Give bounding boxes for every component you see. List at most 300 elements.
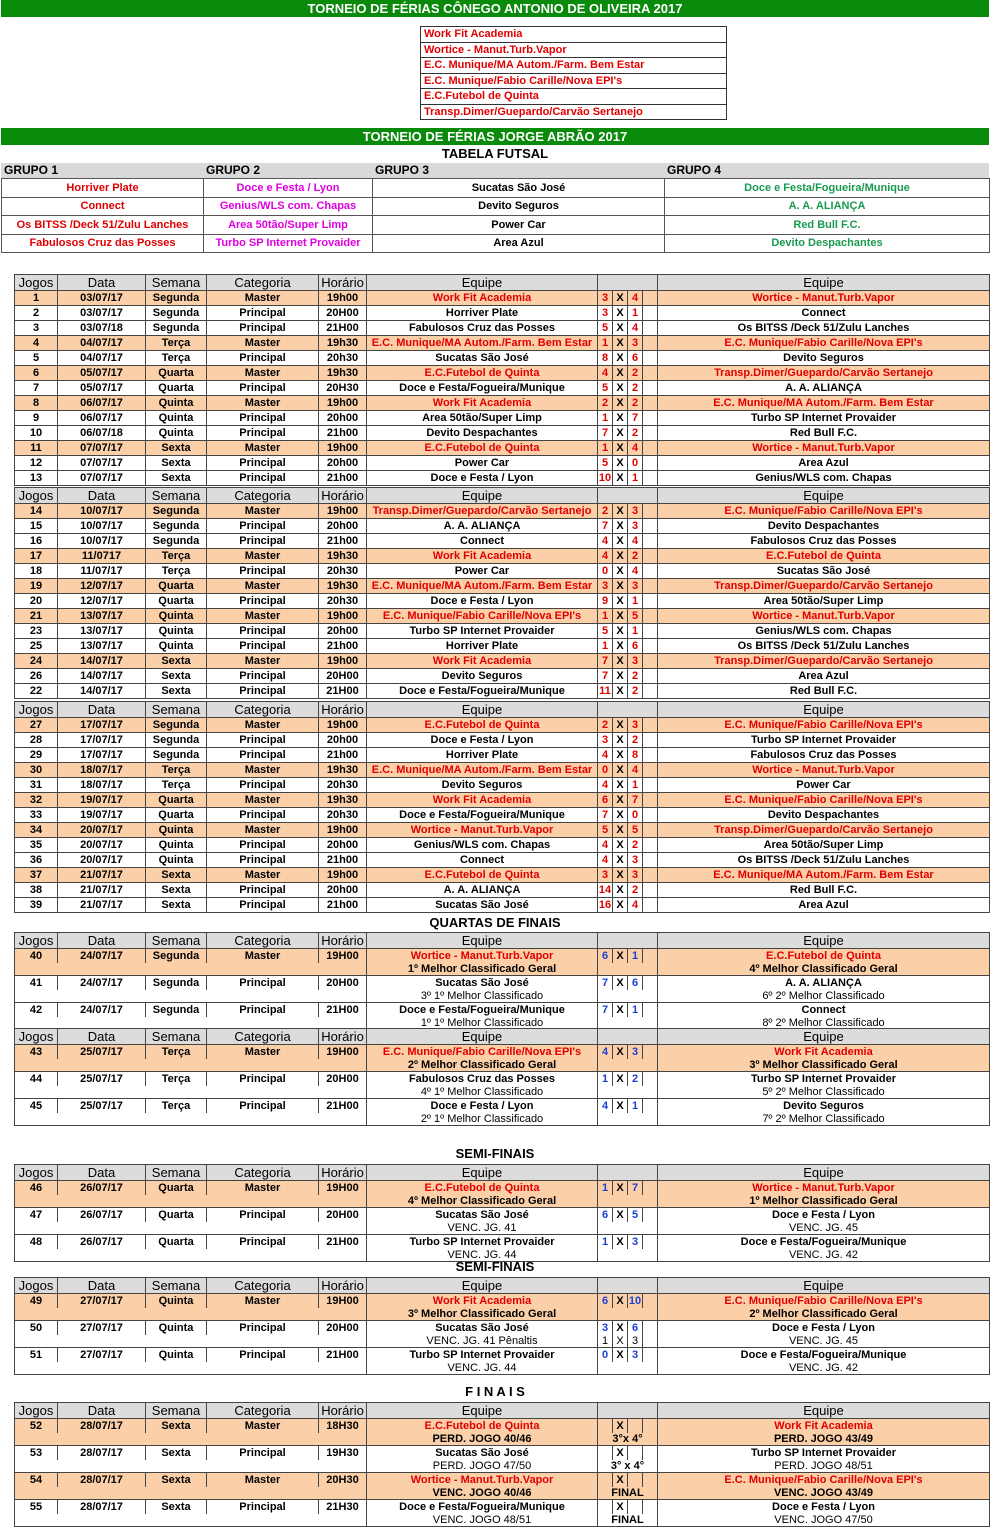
home-team: Work Fit Academia xyxy=(367,1294,598,1309)
game-time: 19h30 xyxy=(319,579,367,594)
game-weekday: Terça xyxy=(146,549,207,564)
subrow-blank xyxy=(15,1195,367,1208)
game-category: Principal xyxy=(207,426,319,441)
header-cell: Semana xyxy=(146,1278,207,1294)
game-date: 11/0717 xyxy=(58,549,146,564)
game-date: 20/07/17 xyxy=(58,853,146,868)
header-cell xyxy=(598,702,658,718)
game-weekday: Sexta xyxy=(146,669,207,684)
home-team: E.C.Futebol de Quinta xyxy=(367,718,598,733)
header-cell: Data xyxy=(58,488,146,504)
header-cell: Horário xyxy=(319,933,367,949)
home-score: 16 xyxy=(598,899,612,911)
game-weekday: Quinta xyxy=(146,624,207,639)
spacer-cell xyxy=(643,1446,658,1461)
game-weekday: Sexta xyxy=(146,684,207,699)
spacer-cell xyxy=(643,426,658,441)
groups-header xyxy=(1,163,989,178)
game-row xyxy=(15,838,990,853)
home-note: PERD. JOGO 40/46 xyxy=(367,1433,598,1446)
spacer-cell xyxy=(643,579,658,594)
game-number: 49 xyxy=(15,1294,58,1309)
spacer-cell xyxy=(643,838,658,853)
table-header-row xyxy=(15,933,990,949)
game-weekday: Quarta xyxy=(146,594,207,609)
away-team: E.C.Futebol de Quinta xyxy=(658,949,990,964)
subrow-blank xyxy=(15,1222,367,1235)
header-cell: Categoria xyxy=(207,1165,319,1181)
quartas-title: QUARTAS DE FINAIS xyxy=(429,915,561,930)
home-note: VENC. JOGO 40/46 xyxy=(367,1487,598,1500)
game-number: 9 xyxy=(15,411,58,426)
header-cell: Categoria xyxy=(207,275,319,291)
game-number: 52 xyxy=(15,1419,58,1434)
game-category: Master xyxy=(207,949,319,964)
away-score: 4 xyxy=(628,763,643,778)
away-score: 7 xyxy=(628,793,643,808)
header-cell: Jogos xyxy=(15,1165,58,1181)
game-date: 27/07/17 xyxy=(58,1348,146,1363)
game-row xyxy=(15,351,990,366)
game-row xyxy=(15,366,990,381)
versus-x: X xyxy=(613,778,628,793)
game-number: 22 xyxy=(15,684,58,699)
group-team: Fabulosos Cruz das Posses xyxy=(2,234,204,253)
game-weekday: Quarta xyxy=(146,1181,207,1196)
game-category: Principal xyxy=(207,564,319,579)
table-header-row xyxy=(15,275,990,291)
home-score: 1 xyxy=(598,441,613,456)
game-row xyxy=(15,456,990,471)
game-category: Principal xyxy=(207,411,319,426)
away-score: 4 xyxy=(628,291,643,306)
game-category: Master xyxy=(207,868,319,883)
versus-x: X xyxy=(613,321,628,336)
group-team: Genius/WLS com. Chapas xyxy=(204,197,373,216)
away-score: 7 xyxy=(628,1181,643,1196)
game-number: 39 xyxy=(15,898,58,913)
away-score: 2 xyxy=(628,1072,643,1087)
versus-x: X xyxy=(613,669,628,684)
home-score: 5 xyxy=(598,624,613,639)
spacer-cell xyxy=(643,321,658,336)
spacer-cell xyxy=(643,1208,658,1223)
versus-x: X xyxy=(613,609,628,624)
game-number: 54 xyxy=(15,1473,58,1488)
game-number: 46 xyxy=(15,1181,58,1196)
table-header-row xyxy=(15,1403,990,1419)
home-team: Sucatas São José xyxy=(367,1446,598,1461)
home-score: 1 xyxy=(598,1072,613,1087)
center-note: FINAL xyxy=(598,1487,658,1500)
versus-x: X xyxy=(613,1208,628,1223)
spacer-cell xyxy=(643,564,658,579)
game-weekday: Sexta xyxy=(146,441,207,456)
home-score: 2 xyxy=(598,504,613,519)
game-weekday: Segunda xyxy=(146,519,207,534)
spacer-cell xyxy=(643,549,658,564)
home-score: 10 xyxy=(598,472,612,484)
center-note xyxy=(598,1059,658,1072)
home-team: E.C. Munique/MA Autom./Farm. Bem Estar xyxy=(367,763,598,778)
game-time: 19H00 xyxy=(319,1045,367,1060)
spacer-cell xyxy=(643,868,658,883)
game-date: 07/07/17 xyxy=(58,441,146,456)
game-weekday: Segunda xyxy=(146,504,207,519)
schedule-table-phase-2 xyxy=(14,487,990,699)
game-time: 21H00 xyxy=(319,321,367,336)
away-score: 5 xyxy=(628,609,643,624)
game-number: 3 xyxy=(15,321,58,336)
game-subrow xyxy=(15,1362,990,1375)
game-row xyxy=(15,778,990,793)
away-team: Os BITSS /Deck 51/Zulu Lanches xyxy=(658,639,990,654)
game-time: 20h30 xyxy=(319,778,367,793)
game-row xyxy=(15,594,990,609)
game-date: 21/07/17 xyxy=(58,868,146,883)
game-row xyxy=(15,763,990,778)
away-team: Wortice - Manut.Turb.Vapor xyxy=(658,1181,990,1196)
game-weekday: Sexta xyxy=(146,1446,207,1461)
group-3-header: GRUPO 3 xyxy=(375,163,430,177)
spacer-cell xyxy=(643,471,658,486)
versus-x: X xyxy=(613,793,628,808)
away-score: 2 xyxy=(628,366,643,381)
spacer-cell xyxy=(643,504,658,519)
game-number: 53 xyxy=(15,1446,58,1461)
away-team: Devito Despachantes xyxy=(658,808,990,823)
home-team: Work Fit Academia xyxy=(367,291,598,306)
header-cell: Equipe xyxy=(658,1029,990,1045)
game-category: Principal xyxy=(207,1235,319,1250)
header-cell: Data xyxy=(58,1165,146,1181)
game-subrow xyxy=(15,1059,990,1072)
home-team: Work Fit Academia xyxy=(367,793,598,808)
home-team: Connect xyxy=(367,534,598,549)
game-weekday: Sexta xyxy=(146,1473,207,1488)
semi-title-1: SEMI-FINAIS xyxy=(455,1146,535,1161)
header-cell: Semana xyxy=(146,1029,207,1045)
away-score: 2 xyxy=(628,838,643,853)
away-note: PERD. JOGO 43/49 xyxy=(658,1433,990,1446)
header-cell: Horário xyxy=(319,1278,367,1294)
header-cell: Data xyxy=(58,1403,146,1419)
home-score: 4 xyxy=(598,366,613,381)
header-cell: Categoria xyxy=(207,488,319,504)
game-row xyxy=(15,949,990,964)
header-cell: Semana xyxy=(146,275,207,291)
spacer-cell xyxy=(643,1181,658,1196)
away-score: 3 xyxy=(628,853,643,868)
game-category: Master xyxy=(207,654,319,669)
center-note xyxy=(598,1113,658,1126)
game-row xyxy=(15,1348,990,1363)
game-time: 20h30 xyxy=(319,351,367,366)
subrow-blank xyxy=(15,1059,367,1072)
game-row xyxy=(15,793,990,808)
game-row xyxy=(15,898,990,913)
game-row xyxy=(15,1072,990,1087)
game-date: 20/07/17 xyxy=(58,823,146,838)
home-score: 3 xyxy=(598,306,613,321)
game-category: Master xyxy=(207,396,319,411)
center-note xyxy=(598,990,658,1003)
spacer-cell xyxy=(643,411,658,426)
game-row xyxy=(15,504,990,519)
group-team: Connect xyxy=(2,197,204,216)
header-cell xyxy=(598,488,658,504)
spacer-cell xyxy=(643,654,658,669)
game-category: Principal xyxy=(207,853,319,868)
game-time: 21h00 xyxy=(319,853,367,868)
home-team: Wortice - Manut.Turb.Vapor xyxy=(367,823,598,838)
game-weekday: Quinta xyxy=(146,823,207,838)
game-time: 20h30 xyxy=(319,564,367,579)
group-row xyxy=(2,216,990,235)
away-score: 2 xyxy=(628,396,643,411)
away-score: 7 xyxy=(628,411,643,426)
game-date: 21/07/17 xyxy=(58,898,146,913)
away-score: 2 xyxy=(628,733,643,748)
game-number: 47 xyxy=(15,1208,58,1223)
away-score: 1 xyxy=(628,949,643,964)
home-note: 3º 1º Melhor Classificado xyxy=(367,990,598,1003)
header-cell: Jogos xyxy=(15,275,58,291)
home-team: E.C.Futebol de Quinta xyxy=(367,441,598,456)
home-score: 7 xyxy=(598,426,613,441)
versus-x: X xyxy=(613,718,628,733)
home-score: 5 xyxy=(598,456,613,471)
versus-x: X xyxy=(613,291,628,306)
game-weekday: Quarta xyxy=(146,579,207,594)
game-weekday: Quinta xyxy=(146,396,207,411)
versus-x: X xyxy=(613,763,628,778)
game-row xyxy=(15,669,990,684)
home-team: Genius/WLS com. Chapas xyxy=(367,838,598,853)
game-subrow xyxy=(15,1514,990,1527)
game-category: Master xyxy=(207,793,319,808)
away-score: 4 xyxy=(628,441,643,456)
game-time: 20h30 xyxy=(319,594,367,609)
game-time: 20h00 xyxy=(319,624,367,639)
game-date: 24/07/17 xyxy=(58,976,146,991)
home-team: E.C.Futebol de Quinta xyxy=(367,1181,598,1196)
game-time: 20H00 xyxy=(319,1208,367,1223)
away-score: 3 xyxy=(628,336,643,351)
away-team: E.C. Munique/Fabio Carille/Nova EPI's xyxy=(658,793,990,808)
master-team-item: Work Fit Academia xyxy=(421,27,726,43)
spacer-cell xyxy=(643,949,658,964)
away-team: Transp.Dimer/Guepardo/Carvão Sertanejo xyxy=(658,654,990,669)
game-weekday: Segunda xyxy=(146,321,207,336)
home-team: E.C.Futebol de Quinta xyxy=(367,1419,598,1434)
home-team: Doce e Festa / Lyon xyxy=(367,594,598,609)
spacer-cell xyxy=(643,594,658,609)
game-category: Principal xyxy=(207,1500,319,1515)
home-team: Doce e Festa / Lyon xyxy=(367,733,598,748)
game-subrow xyxy=(15,1460,990,1473)
header-cell: Semana xyxy=(146,1165,207,1181)
spacer-cell xyxy=(643,1335,658,1348)
spacer-cell xyxy=(643,351,658,366)
away-team: Area Azul xyxy=(658,669,990,684)
spacer-cell xyxy=(643,441,658,456)
spacer-cell xyxy=(643,1294,658,1309)
versus-x: X xyxy=(613,898,628,913)
away-score: 3 xyxy=(628,519,643,534)
versus-x: X xyxy=(613,504,628,519)
spacer-cell xyxy=(643,1500,658,1515)
game-time: 18H30 xyxy=(319,1419,367,1434)
header-cell xyxy=(598,1278,658,1294)
away-team: Transp.Dimer/Guepardo/Carvão Sertanejo xyxy=(658,579,990,594)
game-weekday: Segunda xyxy=(146,291,207,306)
away-team: Doce e Festa / Lyon xyxy=(658,1208,990,1223)
home-note: VENC. JG. 41 xyxy=(367,1222,598,1235)
game-weekday: Quinta xyxy=(146,411,207,426)
away-note: 2º Melhor Classificado Geral xyxy=(658,1308,990,1321)
game-category: Principal xyxy=(207,456,319,471)
spacer-cell xyxy=(643,718,658,733)
game-time: 21H30 xyxy=(319,1500,367,1515)
game-category: Principal xyxy=(207,684,319,699)
away-team: Genius/WLS com. Chapas xyxy=(658,624,990,639)
game-category: Principal xyxy=(207,1099,319,1114)
game-number: 15 xyxy=(15,519,58,534)
spacer-cell xyxy=(643,883,658,898)
spacer-cell xyxy=(643,456,658,471)
header-cell: Horário xyxy=(319,1403,367,1419)
game-weekday: Terça xyxy=(146,351,207,366)
game-date: 18/07/17 xyxy=(58,763,146,778)
game-category: Master xyxy=(207,1045,319,1060)
home-team: Transp.Dimer/Guepardo/Carvão Sertanejo xyxy=(367,504,598,519)
game-time: 19h30 xyxy=(319,793,367,808)
game-weekday: Quinta xyxy=(146,426,207,441)
game-category: Principal xyxy=(207,519,319,534)
away-team: E.C. Munique/Fabio Carille/Nova EPI's xyxy=(658,1294,990,1309)
versus-x: X xyxy=(613,838,628,853)
away-team: Doce e Festa / Lyon xyxy=(658,1500,990,1515)
game-row xyxy=(15,1208,990,1223)
home-team: Sucatas São José xyxy=(367,976,598,991)
home-score: 1 xyxy=(598,1235,613,1250)
game-weekday: Sexta xyxy=(146,883,207,898)
group-team: Devito Seguros xyxy=(373,197,665,216)
away-team: Transp.Dimer/Guepardo/Carvão Sertanejo xyxy=(658,366,990,381)
game-row xyxy=(15,411,990,426)
table-header-row xyxy=(15,488,990,504)
game-row xyxy=(15,549,990,564)
game-date: 28/07/17 xyxy=(58,1500,146,1515)
game-weekday: Segunda xyxy=(146,949,207,964)
game-date: 12/07/17 xyxy=(58,594,146,609)
game-date: 04/07/17 xyxy=(58,336,146,351)
game-time: 19h30 xyxy=(319,336,367,351)
home-score: 7 xyxy=(598,519,613,534)
home-score: 3 xyxy=(598,1321,613,1336)
versus-x: X xyxy=(613,366,628,381)
header-cell: Equipe xyxy=(367,702,598,718)
game-number: 34 xyxy=(15,823,58,838)
game-time: 20H30 xyxy=(319,381,367,396)
table-header-row xyxy=(15,1278,990,1294)
game-date: 10/07/17 xyxy=(58,534,146,549)
game-category: Principal xyxy=(207,669,319,684)
away-score: 4 xyxy=(628,564,643,579)
game-date: 27/07/17 xyxy=(58,1294,146,1309)
home-score: 6 xyxy=(598,949,613,964)
spacer-cell xyxy=(643,534,658,549)
game-row xyxy=(15,321,990,336)
game-time: 19h00 xyxy=(319,396,367,411)
game-category: Principal xyxy=(207,1003,319,1018)
game-time: 21H00 xyxy=(319,684,367,699)
versus-x: X xyxy=(613,949,628,964)
game-category: Principal xyxy=(207,883,319,898)
game-row xyxy=(15,1419,990,1434)
away-score: 3 xyxy=(628,579,643,594)
subrow-blank xyxy=(15,1308,367,1321)
finais-table xyxy=(14,1402,990,1527)
header-cell: Equipe xyxy=(367,933,598,949)
game-number: 42 xyxy=(15,1003,58,1018)
schedule-table-phase-3 xyxy=(14,701,990,913)
schedule-table-phase-1 xyxy=(14,274,990,486)
group-row xyxy=(2,234,990,253)
game-date: 19/07/17 xyxy=(58,793,146,808)
game-number: 4 xyxy=(15,336,58,351)
game-number: 43 xyxy=(15,1045,58,1060)
game-category: Principal xyxy=(207,733,319,748)
game-time: 19h00 xyxy=(319,609,367,624)
game-row xyxy=(15,609,990,624)
away-team: E.C. Munique/Fabio Carille/Nova EPI's xyxy=(658,336,990,351)
quartas-table-2 xyxy=(14,1028,990,1126)
game-row xyxy=(15,579,990,594)
master-team-item: Transp.Dimer/Guepardo/Carvão Sertanejo xyxy=(424,105,643,118)
header-cell: Equipe xyxy=(658,488,990,504)
game-category: Principal xyxy=(207,306,319,321)
home-team: A. A. ALIANÇA xyxy=(367,519,598,534)
groups-table xyxy=(1,178,990,253)
game-number: 1 xyxy=(15,291,58,306)
versus-x: X xyxy=(613,564,628,579)
away-team: Area 50tão/Super Limp xyxy=(658,838,990,853)
spacer-cell xyxy=(643,366,658,381)
center-note: 3°x 4° xyxy=(598,1433,658,1446)
spacer-cell xyxy=(643,669,658,684)
game-row xyxy=(15,1181,990,1196)
spacer-cell xyxy=(643,898,658,913)
header-cell: Semana xyxy=(146,1403,207,1419)
away-team: Work Fit Academia xyxy=(658,1419,990,1434)
away-score: 4 xyxy=(628,534,643,549)
game-date: 28/07/17 xyxy=(58,1419,146,1434)
game-row xyxy=(15,426,990,441)
away-score: 5 xyxy=(628,823,643,838)
spacer-cell xyxy=(643,684,658,699)
game-subrow xyxy=(15,1433,990,1446)
home-score: 4 xyxy=(598,853,613,868)
home-team: Sucatas São José xyxy=(367,898,598,913)
away-score: 1 xyxy=(628,1099,643,1114)
away-team: Area Azul xyxy=(658,898,990,913)
game-time: 19h30 xyxy=(319,763,367,778)
away-note: 7º 2º Melhor Classificado xyxy=(658,1113,990,1126)
home-score: 1 xyxy=(598,639,613,654)
home-score: 6 xyxy=(598,1208,613,1223)
